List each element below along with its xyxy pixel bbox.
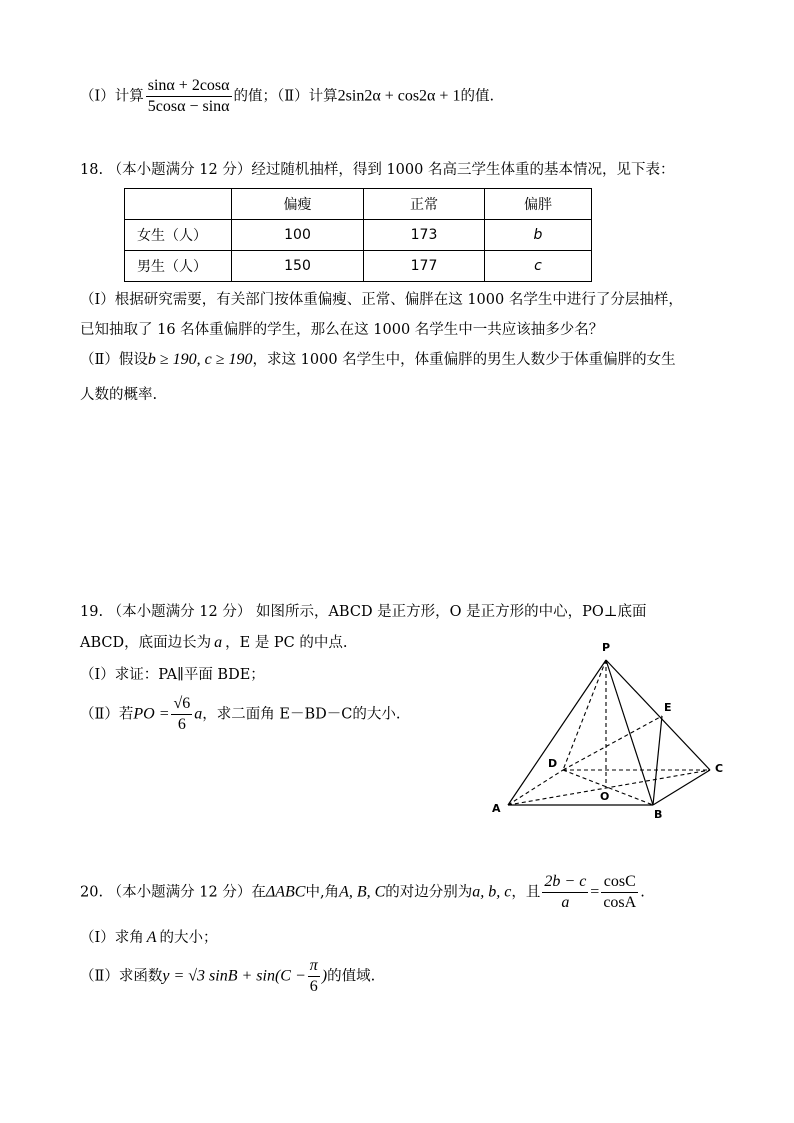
label-B: B	[654, 808, 663, 821]
q18-part2-line2: 人数的概率.	[80, 387, 158, 403]
q17-part2-prefix: （Ⅱ）计算	[277, 88, 338, 105]
edge-AD	[508, 770, 563, 805]
q20-part1-var: A	[146, 929, 157, 946]
q19-var-a: a	[214, 634, 223, 651]
q17-part2-suffix: 的值.	[460, 88, 495, 105]
table-row-header: 女生（人）	[125, 220, 232, 251]
q20-frac2-den: cosA	[603, 894, 637, 911]
q18-part1-line1: （Ⅰ）根据研究需要，有关部门按体重偏瘦、正常、偏胖在这 1000 名学生中进行了分层抽样，	[80, 292, 683, 308]
q19-pyramid-figure	[480, 635, 740, 825]
q18-stem	[80, 158, 674, 179]
q20-part2-b: 的值域.	[327, 968, 376, 985]
q20-six: 6	[309, 978, 318, 995]
q17-line	[80, 76, 494, 117]
q19-stem2b: ，E 是 PC 的中点.	[225, 635, 348, 651]
label-D: D	[548, 757, 558, 770]
q20-stem-c: 的对边分别为	[385, 884, 473, 901]
q19-po-lhs: PO =	[133, 705, 170, 723]
q20-stem-a: （本小题满分 12 分）在	[107, 884, 266, 901]
label-O: O	[600, 790, 610, 803]
q20-part1-b: 的大小；	[159, 930, 218, 946]
q19-stem-line1	[80, 600, 646, 621]
q20-number: 20.	[80, 884, 104, 901]
table-cell: b	[485, 220, 592, 251]
q20-stem	[80, 872, 645, 913]
q19-part1: （Ⅰ）求证：PA∥平面 BDE；	[80, 667, 265, 683]
q19-part2	[80, 694, 400, 735]
q17-part1-suffix: 的值；	[233, 88, 278, 105]
table-row	[125, 220, 592, 251]
q20-sides: a, b, c	[472, 883, 512, 901]
q20-frac1-num: 2b − c	[542, 872, 588, 893]
q20-stem-b: 中,角	[305, 884, 340, 901]
q18-part2-suffix: ，求这 1000 名学生中，体重偏胖的男生人数少于体重偏胖的女生	[252, 352, 676, 368]
table-header-cell: 偏胖	[485, 189, 592, 220]
q18-number: 18.	[80, 162, 104, 178]
table-row	[125, 251, 592, 282]
q19-stem-line2	[80, 631, 348, 652]
table-header-cell: 正常	[364, 189, 485, 220]
q19-frac-num: √6	[171, 694, 192, 715]
q18-stem-text: （本小题满分 12 分）经过随机抽样，得到 1000 名高三学生体重的基本情况，见下表：	[107, 162, 675, 178]
table-header-cell: 偏瘦	[232, 189, 364, 220]
q20-part2-expr2: )	[321, 967, 328, 985]
q20-triangle: ΔABC	[265, 883, 306, 901]
table-cell: 100	[232, 220, 364, 251]
table-cell: 177	[364, 251, 485, 282]
q19-number: 19.	[80, 604, 104, 620]
q19-stem-text: （本小题满分 12 分） 如图所示，ABCD 是正方形，O 是正方形的中心，PO⊥底面	[107, 604, 647, 620]
label-P: P	[602, 641, 611, 654]
q19-var-a2: a	[194, 705, 203, 723]
q20-fraction-right	[601, 872, 638, 913]
edge-DE	[563, 716, 662, 770]
edge-EB	[653, 716, 662, 805]
edge-PA	[508, 660, 606, 805]
q18-weight-table	[124, 188, 592, 282]
label-A: A	[492, 802, 501, 815]
edge-PB	[606, 660, 653, 805]
label-E: E	[664, 701, 672, 714]
q17-fraction	[146, 76, 232, 117]
q20-equals: =	[590, 883, 600, 901]
q20-part2	[80, 956, 375, 997]
q20-fraction-left	[542, 872, 588, 913]
q20-pi: π	[308, 956, 320, 977]
label-C: C	[715, 762, 724, 775]
q18-part1-line2: 已知抽取了 16 名体重偏胖的学生，那么在这 1000 名学生中一共应该抽多少名？	[80, 322, 604, 338]
q20-angles: A, B, C	[339, 883, 386, 901]
q20-part2-a: （Ⅱ）求函数	[80, 968, 163, 985]
q18-part2-condition: b ≥ 190, c ≥ 190	[147, 351, 253, 368]
q17-part2-expr: 2sin2α + cos2α + 1	[337, 87, 461, 105]
q19-part2-suffix: ，求二面角 E－BD－C的大小.	[202, 706, 401, 723]
q20-frac2-num: cosC	[601, 872, 638, 893]
q18-part2-line1	[80, 348, 676, 369]
q19-part2-prefix: （Ⅱ）若	[80, 706, 134, 723]
q20-part1	[80, 926, 218, 947]
q18-part2-prefix: （Ⅱ）假设	[80, 352, 148, 368]
table-cell: 173	[364, 220, 485, 251]
table-header-row	[125, 189, 592, 220]
q20-part2-expr1: y = √3 sinB + sin(C −	[162, 967, 306, 985]
q20-stem-d: ，且	[511, 884, 541, 901]
q20-frac1-den: a	[561, 894, 570, 911]
table-cell: 150	[232, 251, 364, 282]
table-cell: c	[485, 251, 592, 282]
q20-part1-a: （Ⅰ）求角	[80, 930, 144, 946]
q17-frac-num: sinα + 2cosα	[146, 76, 232, 97]
q19-fraction	[171, 694, 192, 735]
q17-frac-den: 5cosα − sinα	[147, 98, 230, 115]
q20-stem-end: .	[640, 884, 645, 901]
table-row-header: 男生（人）	[125, 251, 232, 282]
q17-part1-prefix: （Ⅰ）计算	[80, 88, 144, 105]
q19-stem2a: ABCD，底面边长为	[80, 635, 212, 651]
table-header-cell	[125, 189, 232, 220]
q20-pi-fraction	[308, 956, 320, 997]
q19-frac-den: 6	[177, 716, 186, 733]
